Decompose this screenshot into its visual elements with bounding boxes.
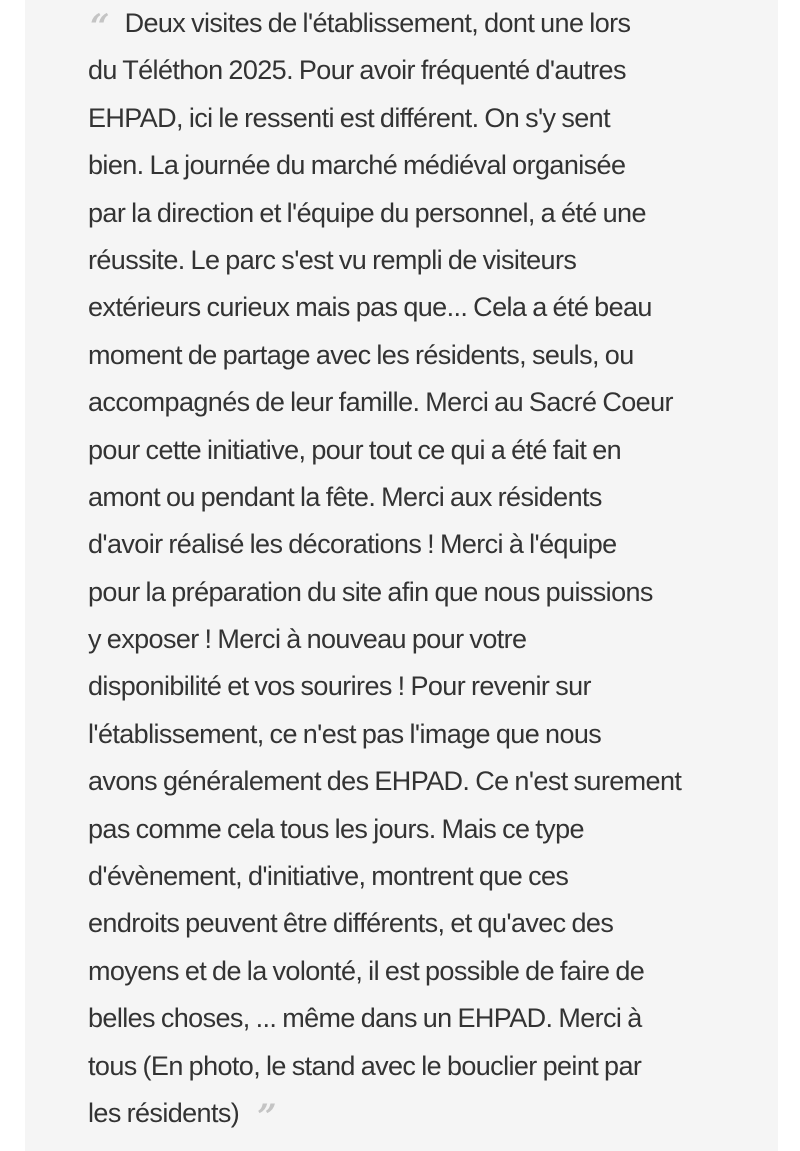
- review-line: amont ou pendant la fête. Merci aux résidents: [88, 481, 602, 512]
- review-text: [88, 0, 788, 1137]
- review-line: y exposer ! Merci à nouveau pour votre: [88, 624, 527, 655]
- review-line: par la direction et l'équipe du personnel, a été une: [88, 197, 646, 228]
- review-line: EHPAD, ici le ressenti est différent. On s'y sent: [88, 102, 610, 133]
- review-line: réussite. Le parc s'est vu rempli de visiteurs: [88, 244, 577, 275]
- review-quote-box: [25, 0, 778, 1151]
- review-line: accompagnés de leur famille. Merci au Sacré Coeur: [88, 387, 673, 418]
- review-line: moyens et de la volonté, il est possible de faire de: [88, 955, 645, 986]
- review-line: moment de partage avec les résidents, seuls, ou: [88, 339, 634, 370]
- review-line: du Téléthon 2025. Pour avoir fréquenté d'autres: [88, 55, 626, 86]
- review-line: tous (En photo, le stand avec le bouclier peint par: [88, 1050, 642, 1081]
- close-quote-icon: ”: [257, 1096, 274, 1137]
- review-line: disponibilité et vos sourires ! Pour revenir sur: [88, 671, 591, 702]
- review-line: extérieurs curieux mais pas que... Cela a été beau: [88, 292, 652, 323]
- review-line: belles choses, ... même dans un EHPAD. Merci à: [88, 1003, 642, 1034]
- review-line: endroits peuvent être différents, et qu'avec des: [88, 908, 614, 939]
- review-line: pour cette initiative, pour tout ce qui a été fait en: [88, 434, 622, 465]
- review-line: [88, 0, 788, 47]
- review-line: [88, 1090, 788, 1137]
- review-line: bien. La journée du marché médiéval organisée: [88, 150, 626, 181]
- review-line: pas comme cela tous les jours. Mais ce type: [88, 813, 584, 844]
- open-quote-icon: “: [90, 7, 107, 47]
- review-line: d'évènement, d'initiative, montrent que ces: [88, 861, 569, 892]
- review-line: d'avoir réalisé les décorations ! Merci à l'équipe: [88, 529, 617, 560]
- review-line: avons généralement des EHPAD. Ce n'est surement: [88, 766, 682, 797]
- review-line-text: Deux visites de l'établissement, dont une lors: [124, 8, 631, 38]
- review-line: pour la préparation du site afin que nous puissions: [88, 576, 653, 607]
- review-line-text: les résidents): [88, 1097, 240, 1128]
- review-line: l'établissement, ce n'est pas l'image que nous: [88, 718, 602, 749]
